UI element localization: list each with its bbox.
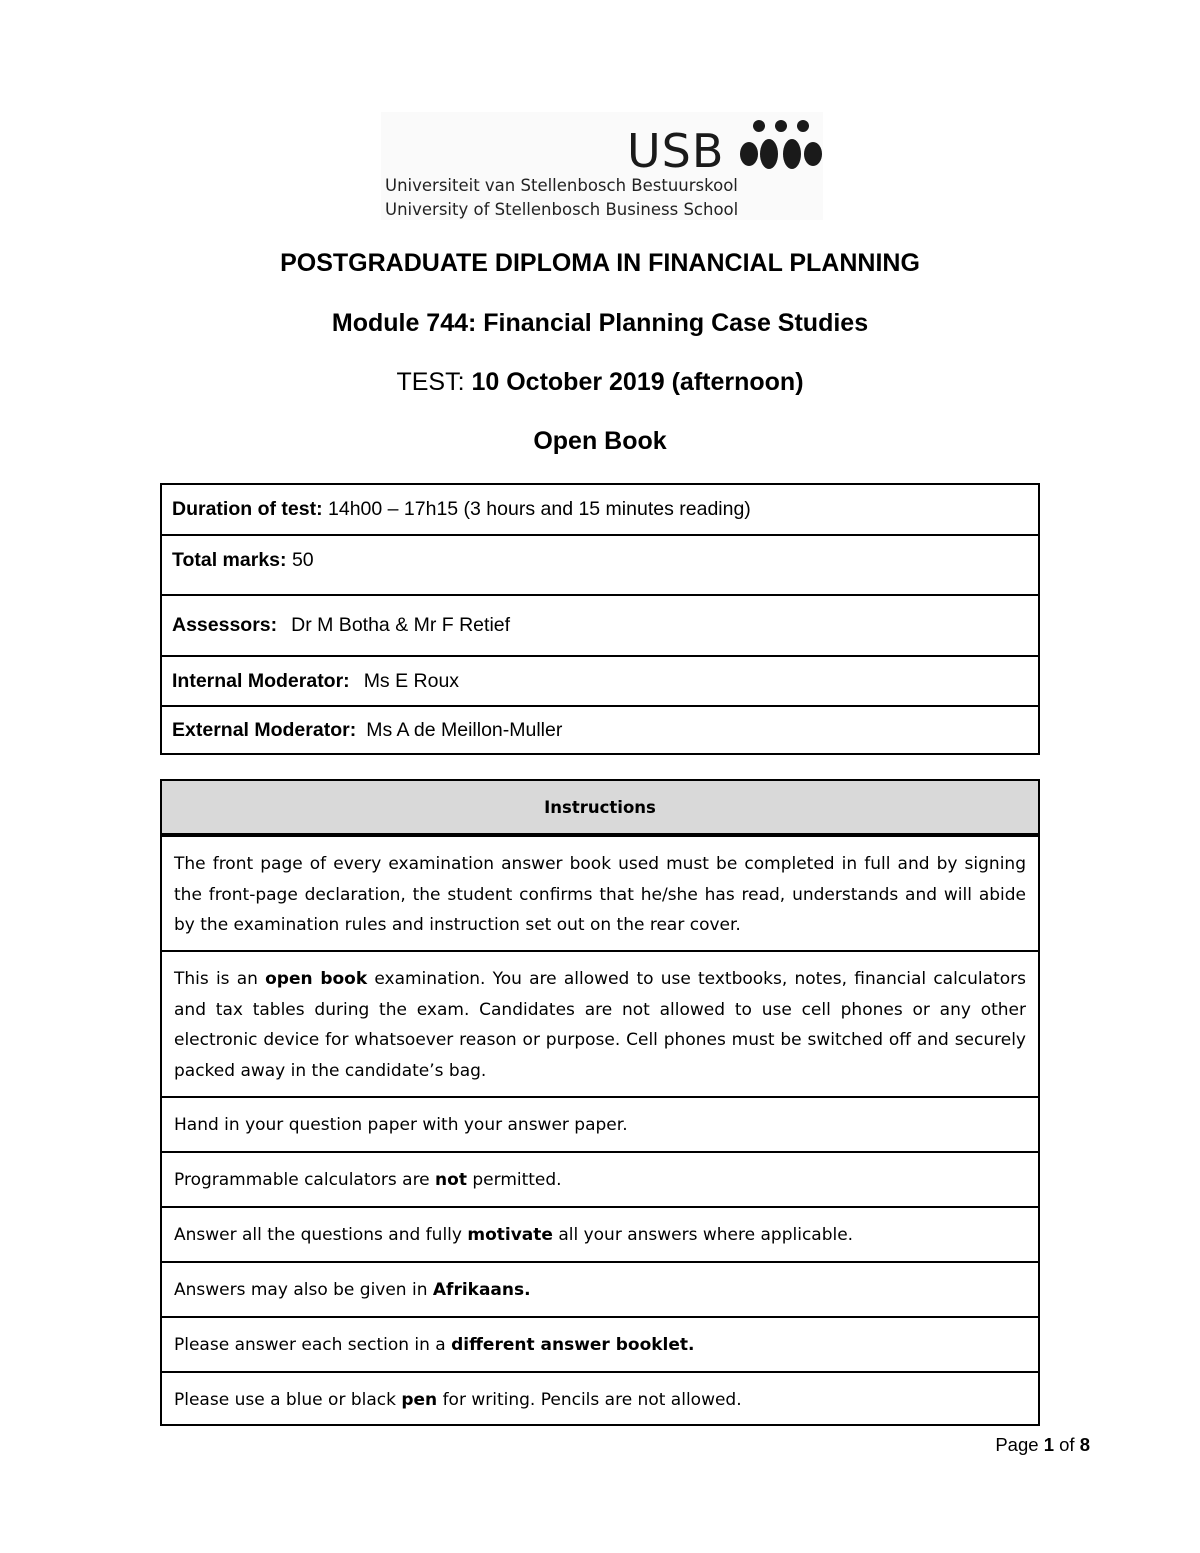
logo-dots-icon (737, 116, 825, 176)
instruction-emphasis: Afrikaans. (432, 1280, 531, 1300)
instruction-text: Answers may also be given in (174, 1280, 433, 1300)
instruction-item (162, 1261, 1038, 1316)
duration-value: 14h00 – 17h15 (3 hours and 15 minutes reading) (328, 498, 751, 520)
instruction-item (162, 950, 1038, 1096)
instruction-item (162, 1206, 1038, 1261)
internal-moderator-row (162, 655, 1038, 705)
instruction-text: permitted. (466, 1170, 562, 1190)
logo-wordmark: USB (627, 124, 725, 178)
instruction-item (162, 1316, 1038, 1371)
internal-moderator-value: Ms E Roux (363, 669, 460, 692)
instruction-emphasis: not (435, 1170, 467, 1190)
instruction-text: Please answer each section in a (174, 1335, 452, 1355)
page-title: POSTGRADUATE DIPLOMA IN FINANCIAL PLANNING (280, 249, 920, 277)
instruction-text: for writing. Pencils are not allowed. (437, 1390, 742, 1410)
module-title: Module 744: Financial Planning Case Studies (331, 309, 869, 337)
assessors-label: Assessors: (172, 614, 278, 636)
instruction-item (162, 835, 1038, 950)
exam-info-table (160, 483, 1040, 755)
instructions-header: Instructions (162, 781, 1038, 835)
marks-label: Total marks: (172, 549, 287, 571)
page-number (960, 1434, 1090, 1456)
marks-row (162, 534, 1038, 594)
marks-value: 50 (291, 549, 314, 571)
instruction-text: The front page of every examination answer book used must be completed in full and by signing the front-page declaration, the student confirms that he/she has read, understands and will abide by the examination rules and instruction set out on the rear cover. (174, 854, 1026, 935)
external-moderator-label: External Moderator: (172, 718, 357, 741)
instruction-item (162, 1096, 1038, 1151)
instruction-emphasis: pen (401, 1390, 438, 1410)
instruction-emphasis: open book (265, 969, 368, 989)
instruction-text: Please use a blue or black (174, 1390, 402, 1410)
usb-logo (381, 112, 823, 220)
duration-row (162, 485, 1038, 534)
test-date-line (0, 367, 1200, 397)
assessors-row (162, 594, 1038, 655)
internal-moderator-label: Internal Moderator: (172, 669, 350, 692)
logo-english-name: University of Stellenbosch Business School (385, 200, 739, 219)
instruction-text: all your answers where applicable. (552, 1225, 854, 1245)
test-label: TEST: (396, 368, 472, 396)
instruction-text: This is an (174, 969, 266, 989)
page-label: Page (995, 1434, 1044, 1455)
instructions-table (160, 779, 1040, 1426)
instruction-emphasis: motivate (467, 1225, 553, 1245)
exam-type: Open Book (533, 427, 667, 455)
duration-label: Duration of test: (172, 498, 323, 520)
instruction-text: Hand in your question paper with your answer paper. (174, 1115, 628, 1135)
instruction-emphasis: different answer booklet. (451, 1335, 695, 1355)
instruction-item (162, 1151, 1038, 1206)
of-label: of (1053, 1434, 1080, 1455)
instruction-item (162, 1371, 1038, 1424)
assessors-value: Dr M Botha & Mr F Retief (291, 614, 511, 636)
test-date: 10 October 2019 (afternoon) (471, 368, 804, 396)
instruction-text: examination. You are allowed to use textbooks, notes, financial calculators and tax tables during the exam. Candidates are not allowed to use cell phones or any other electronic device for whatsoever reason or purpose. Cell phones must be switched off and securely packed away in the candidate’s bag. (174, 969, 1026, 1081)
external-moderator-value: Ms A de Meillon-Muller (366, 718, 563, 741)
current-page: 1 (1043, 1434, 1054, 1455)
instruction-text: Programmable calculators are (174, 1170, 436, 1190)
total-pages: 8 (1079, 1434, 1090, 1455)
external-moderator-row (162, 705, 1038, 753)
instruction-text: Answer all the questions and fully (174, 1225, 468, 1245)
logo-afrikaans-name: Universiteit van Stellenbosch Bestuurskool (385, 176, 738, 195)
